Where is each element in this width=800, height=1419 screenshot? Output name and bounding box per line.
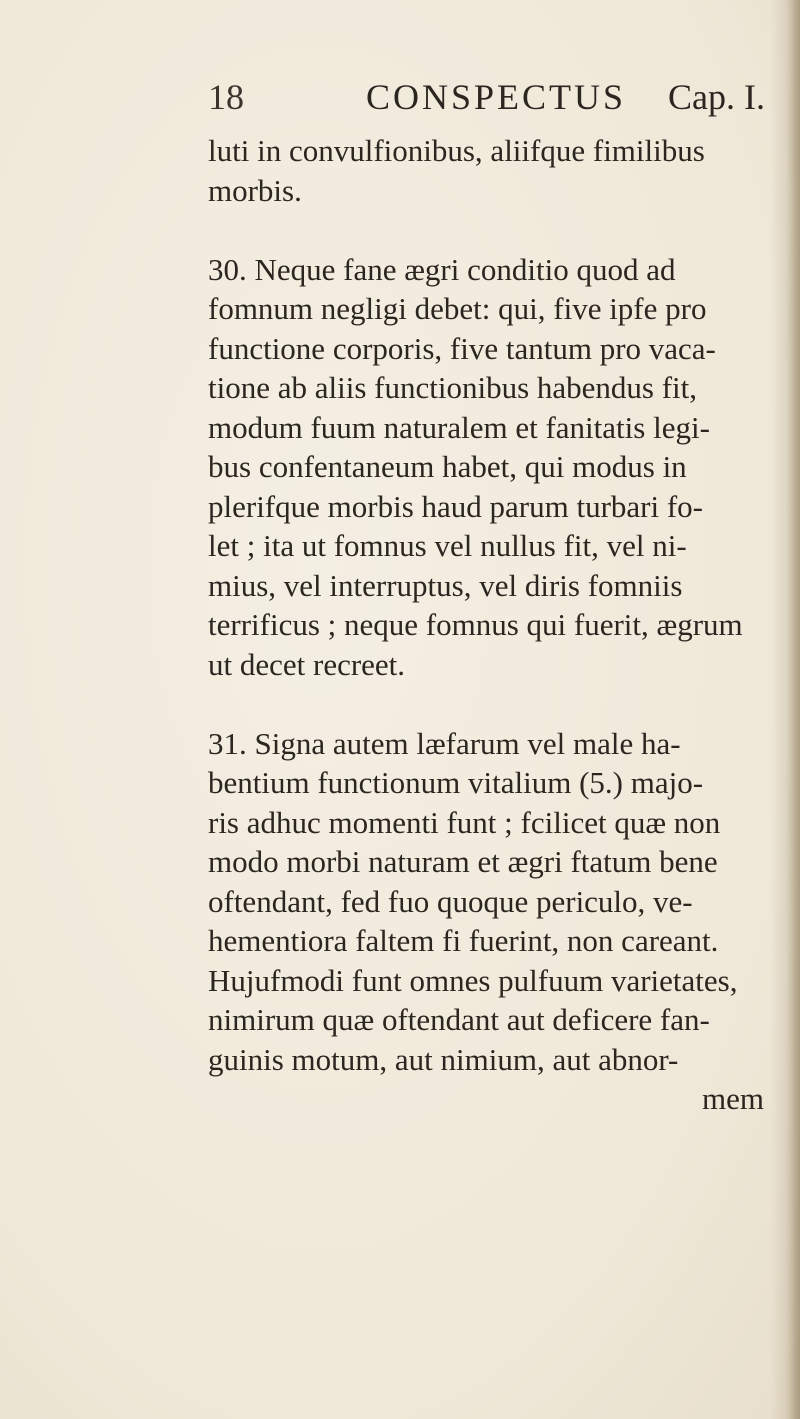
text-line: morbis. (208, 172, 302, 208)
text-line: 31. Signa autem læfarum vel male ha- (208, 725, 681, 761)
text-line: modo morbi naturam et ægri ftatum bene (208, 844, 718, 879)
text-line: let ; ita ut fomnus vel nullus fit, vel ni- (208, 528, 687, 563)
text-line: fomnum negligi debet: qui, five ipfe pro (208, 291, 707, 326)
text-line: Hujufmodi funt omnes pulfuum varietates, (208, 962, 738, 998)
paragraph-gap (208, 684, 770, 724)
page-edge (786, 0, 800, 1419)
text-line: luti in convulfionibus, aliifque fimilibus (208, 133, 705, 168)
text-line: oftendant, fed fuo quoque periculo, ve- (208, 883, 693, 919)
text-line: functione corporis, five tantum pro vaca- (208, 330, 716, 366)
text-line: 30. Neque fane ægri conditio quod ad (208, 251, 676, 287)
page-number: 18 (208, 77, 244, 117)
text-line: modum fuum naturalem et fanitatis legi- (208, 409, 710, 445)
chapter-label: Cap. I. (668, 77, 765, 117)
text-line: tione ab aliis functionibus habendus fit, (208, 370, 698, 405)
running-title: CONSPECTUS (366, 77, 627, 117)
paragraph-gap (208, 210, 770, 250)
text-line: hementiora faltem fi fuerint, non careant. (208, 923, 719, 958)
text-line: mius, vel interruptus, vel diris fomniis (208, 567, 683, 603)
text-line: guinis motum, aut nimium, aut abnor- (208, 1041, 679, 1077)
text-line: ut decet recreet. (208, 646, 406, 682)
text-line: terrificus ; neque fomnus qui fuerit, ægrum (208, 607, 743, 642)
text-line: bentium functionum vitalium (5.) majo- (208, 765, 704, 800)
text-line: bus confentaneum habet, qui modus in (208, 449, 687, 484)
text-line: nimirum quæ oftendant aut deficere fan- (208, 1002, 710, 1037)
body-text (208, 131, 770, 1119)
catchword: mem (702, 1081, 764, 1116)
text-line: ris adhuc momenti funt ; fcilicet quæ non (208, 804, 721, 840)
text-line: plerifque morbis haud parum turbari fo- (208, 488, 703, 524)
running-header (0, 72, 800, 122)
